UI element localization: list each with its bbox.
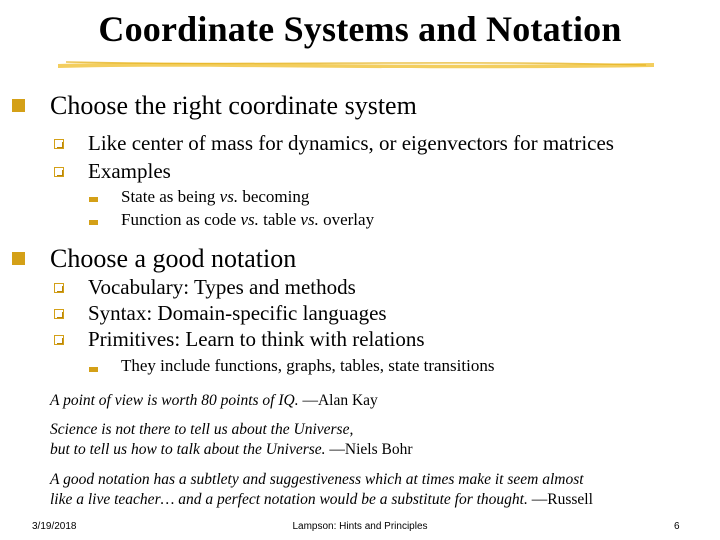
bullet-2-2-text: Syntax: Domain-specific languages bbox=[88, 301, 387, 325]
quote-kay: A point of view is worth 80 points of IQ. —Alan Kay bbox=[50, 392, 378, 409]
sub-bullet-icon bbox=[54, 283, 64, 293]
sub-bullet-icon bbox=[54, 167, 64, 177]
bullet-2-1-text: Vocabulary: Types and methods bbox=[88, 275, 356, 299]
bullet-1-2-2-text: Function as code vs. table vs. overlay bbox=[121, 210, 375, 229]
dash-bullet-icon bbox=[89, 220, 98, 225]
bullet-2-3-1-text: They include functions, graphs, tables, state transitions bbox=[121, 356, 495, 375]
bullet-1-text: Choose the right coordinate system bbox=[50, 91, 417, 120]
sub-bullet-icon bbox=[54, 335, 64, 345]
slide-title: Coordinate Systems and Notation bbox=[98, 9, 622, 49]
sub-bullet-icon bbox=[54, 139, 64, 149]
dash-bullet-icon bbox=[89, 367, 98, 372]
bullet-square-icon bbox=[12, 99, 25, 112]
sub-bullet-icon bbox=[54, 309, 64, 319]
quote-bohr: Science is not there to tell us about the Universe, but to tell us how to talk about the Universe. —Niels Bohr bbox=[50, 421, 413, 458]
bullet-2-text: Choose a good notation bbox=[50, 244, 297, 273]
dash-bullet-icon bbox=[89, 197, 98, 202]
title-underline bbox=[56, 58, 656, 72]
bullet-1-2-text: Examples bbox=[88, 159, 171, 183]
footer-title: Lampson: Hints and Principles bbox=[292, 521, 428, 532]
footer-page-number: 6 bbox=[674, 521, 680, 532]
bullet-square-icon bbox=[12, 252, 25, 265]
quote-russell: A good notation has a subtlety and suggestiveness which at times make it seem almost like a live teacher… and a perfect notation would be a substitute for thought. —Russell bbox=[50, 471, 593, 508]
bullet-1-1-text: Like center of mass for dynamics, or eigenvectors for matrices bbox=[88, 131, 614, 155]
bullet-1-2-1-text: State as being vs. becoming bbox=[121, 187, 310, 206]
footer-date: 3/19/2018 bbox=[32, 521, 77, 532]
bullet-2-3-text: Primitives: Learn to think with relations bbox=[88, 327, 425, 351]
